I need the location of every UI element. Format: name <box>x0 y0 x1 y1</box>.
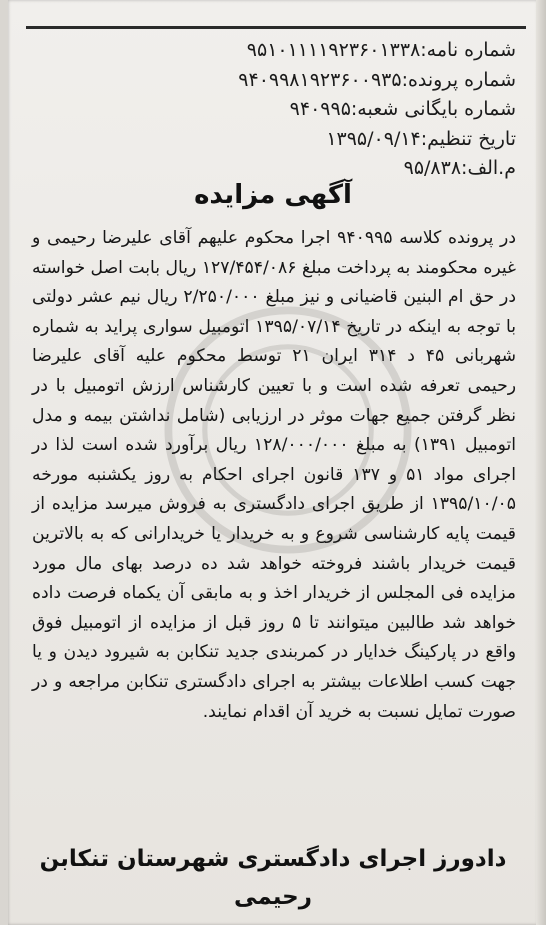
notice-title: آگهی مزایده <box>194 180 352 210</box>
issue-date: تاریخ تنظیم:۱۳۹۵/۰۹/۱۴ <box>326 127 516 150</box>
signature-block <box>28 840 518 916</box>
signature-name: رحیمی <box>234 884 312 910</box>
top-divider <box>26 4 526 29</box>
notice-metadata <box>26 36 516 184</box>
page-edge <box>536 0 546 925</box>
signature-office: دادورز اجرای دادگستری شهرستان تنکابن <box>39 846 507 872</box>
newspaper-clipping <box>8 0 538 925</box>
archive-number: شماره بایگانی شعبه:۹۴۰۹۹۵ <box>289 98 516 120</box>
reference-code: م.الف:۹۵/۸۳۸ <box>403 157 516 179</box>
notice-body: در پرونده کلاسه ۹۴۰۹۹۵ اجرا محکوم علیهم آقای علیرضا رحیمی و غیره محکومند به پرداخت مبلغ ۱۲۷/۴۵۴/۰۸۶ ریال بابت اصل خواسته در حق ام البنین قاضیانی و نیز مبلغ ۲/۲۵۰/۰۰۰ ریال نیم عشر دولتی با توجه به اینکه در تاریخ ۱۳۹۵/۰۷/۱۴ اتومبیل سواری پراید به شماره شهربانی ۴۵ د ۳۱۴ ایران ۲۱ توسط محکوم علیه آقای علیرضا رحیمی تعرفه شده است و با تعیین کارشناس ارزش اتومبیل با در نظر گرفتن جمیع جهات موثر در ارزیابی (شامل نداشتن بیمه و مدل اتومبیل ۱۳۹۱) به مبلغ ۱۲۸/۰۰۰/۰۰۰ ریال برآورد شده است لذا در اجرای مواد ۵۱ و ۱۳۷ قانون اجرای احکام به روز یکشنبه مورخه ۱۳۹۵/۱۰/۰۵ از طریق اجرای دادگستری به فروش میرسد مزایده از قیمت پایه کارشناسی شروع و به خریدار یا خریدارانی که به بالاترین قیمت خریدار باشند فروخته خواهد شد ده درصد بهای مال مورد مزایده فی المجلس از خریدار اخذ و به مابقی آن یکماه فرصت داده خواهد شد طالبین میتوانند تا ۵ روز قبل از مزایده از اتومبیل فوق واقع در پارکینگ خدایار در کمربندی جدید تنکابن به شیرود دیدن و یا جهت کسب اطلاعات بیشتر به اجرای دادگستری تنکابن مراجعه و در صورت تمایل نسبت به خرید آن اقدام نمایند. <box>32 228 517 722</box>
letter-number: شماره نامه:۹۵۱۰۱۱۱۱۹۲۳۶۰۱۳۳۸ <box>246 39 516 61</box>
case-number: شماره پرونده:۹۴۰۹۹۸۱۹۲۳۶۰۰۹۳۵ <box>238 68 516 91</box>
